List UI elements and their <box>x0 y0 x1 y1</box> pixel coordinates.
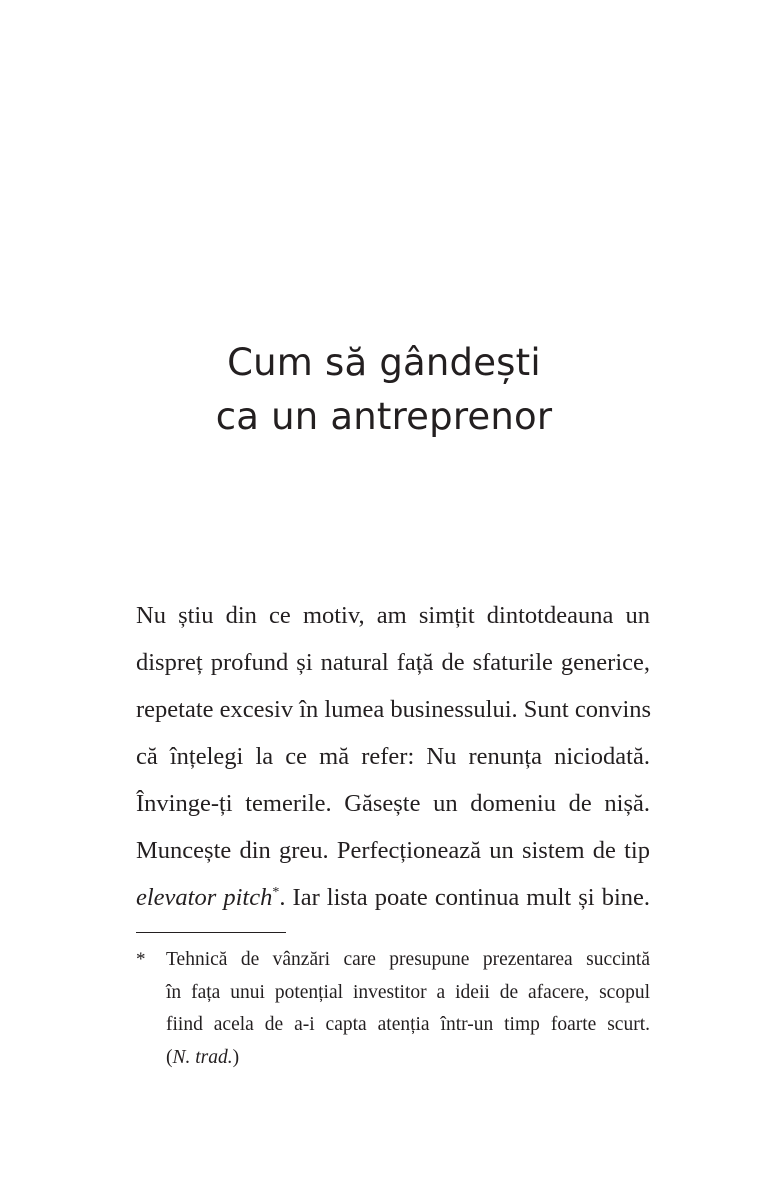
footnote-line: în fața unui potențial investitor a ideii de afacere, scopul <box>166 981 650 1003</box>
footnote-divider <box>136 932 286 933</box>
body-line: Nu știu din ce motiv, am simțit dintotdeauna un <box>136 602 650 629</box>
body-line: Muncește din greu. Perfecționează un sistem de tip <box>136 837 650 864</box>
chapter-title-line-2: ca un antreprenor <box>215 395 553 438</box>
footnote-translator-note <box>166 1042 650 1075</box>
note-open-paren: ( <box>166 1046 173 1068</box>
translator-note-label: N. trad. <box>172 1046 233 1068</box>
chapter-title <box>0 336 768 444</box>
footnote-text <box>166 944 650 1074</box>
footnote-line: Tehnică de vânzări care presupune prezentarea succintă <box>166 949 650 970</box>
body-line: dispreț profund și natural față de sfaturile generice, <box>136 649 650 676</box>
chapter-title-line-1: Cum să gândești <box>227 341 541 384</box>
elevator-pitch-term: elevator pitch <box>136 884 273 911</box>
footnote-line: fiind acela de a-i capta atenția într-un timp foarte scurt. <box>166 1014 650 1035</box>
footnote <box>136 944 650 1074</box>
body-line: că înțelegi la ce mă refer: Nu renunța niciodată. <box>136 743 650 770</box>
body-last-line <box>136 874 650 921</box>
body-line: repetate excesiv în lumea businessului. Sunt convins <box>136 696 652 723</box>
note-close-paren: ) <box>232 1046 240 1068</box>
body-line: Învinge-ți temerile. Găsește un domeniu de nișă. <box>136 790 650 817</box>
body-last-line-rest: . Iar lista poate continua mult și bine. <box>279 884 650 911</box>
footnote-reference: * <box>272 885 280 900</box>
body-paragraph <box>136 592 650 921</box>
footnote-marker: * <box>136 949 146 970</box>
